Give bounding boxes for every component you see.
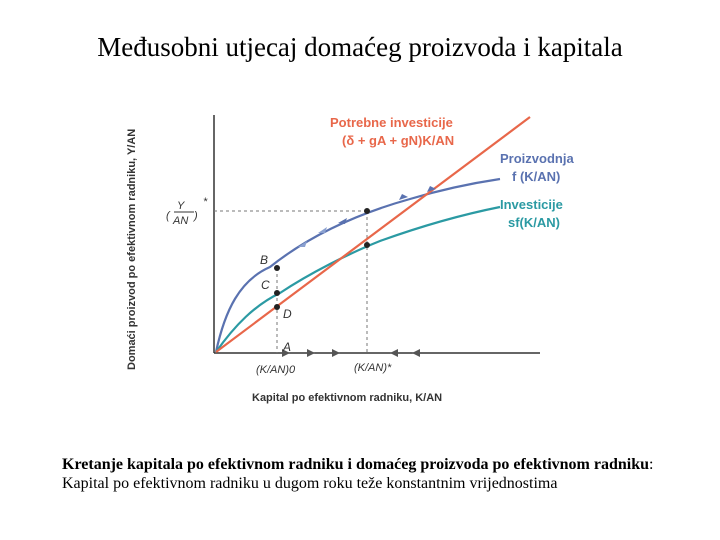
required-investment-label-2: (δ + gA + gN)K/AN xyxy=(342,133,455,148)
diagram-svg xyxy=(110,105,610,415)
investment-curve xyxy=(216,207,500,352)
production-steady-marker xyxy=(364,208,370,214)
point-c-label: C xyxy=(261,278,270,292)
required-investment-line xyxy=(216,117,530,352)
k0-label: (K/AN)0 xyxy=(256,364,296,376)
y-star-denominator: AN xyxy=(173,215,189,227)
point-a-label: A xyxy=(283,340,292,354)
y-star-label xyxy=(166,196,208,227)
x-axis-label: Kapital po efektivnom radniku, K/AN xyxy=(252,392,443,404)
y-star-bracket-left: ( xyxy=(166,210,170,222)
production-label-1: Proizvodnja xyxy=(500,151,574,166)
y-star-numerator: Y xyxy=(177,200,185,212)
steady-state-diagram xyxy=(110,105,610,415)
y-star-sup: * xyxy=(203,196,208,208)
steady-state-marker xyxy=(364,242,370,248)
investment-label-2: sf(K/AN) xyxy=(508,215,560,230)
investment-label-1: Investicije xyxy=(500,197,563,212)
caption xyxy=(62,455,662,493)
point-c-marker xyxy=(274,290,280,296)
y-star-bracket-right: ) xyxy=(194,210,198,222)
production-curve xyxy=(216,179,500,352)
production-arrow xyxy=(338,218,347,224)
k-star-label: (K/AN)* xyxy=(354,362,392,374)
x-axis-arrow xyxy=(307,349,315,357)
y-axis-label: Domaći proizvod po efektivnom radniku, Y/AN xyxy=(126,128,138,370)
slide-title: Međusobni utjecaj domaćeg proizvoda i kapitala xyxy=(97,32,623,62)
required-investment-label-1: Potrebne investicije xyxy=(330,115,453,130)
production-label-2: f (K/AN) xyxy=(512,169,561,184)
point-b-label: B xyxy=(260,253,269,267)
x-axis-arrow xyxy=(332,349,340,357)
point-d-marker xyxy=(274,304,280,310)
x-axis-arrow xyxy=(390,349,398,357)
x-axis-arrow xyxy=(412,349,420,357)
point-d-label: D xyxy=(283,307,292,321)
caption-bold: Kretanje kapitala po efektivnom radniku i domaćeg proizvoda po efektivnom radniku xyxy=(62,456,649,473)
caption-text: : Kapital po efektivnom radniku u dugom roku teže konstantnim vrijednostima xyxy=(62,456,654,492)
point-b-marker xyxy=(274,265,280,271)
